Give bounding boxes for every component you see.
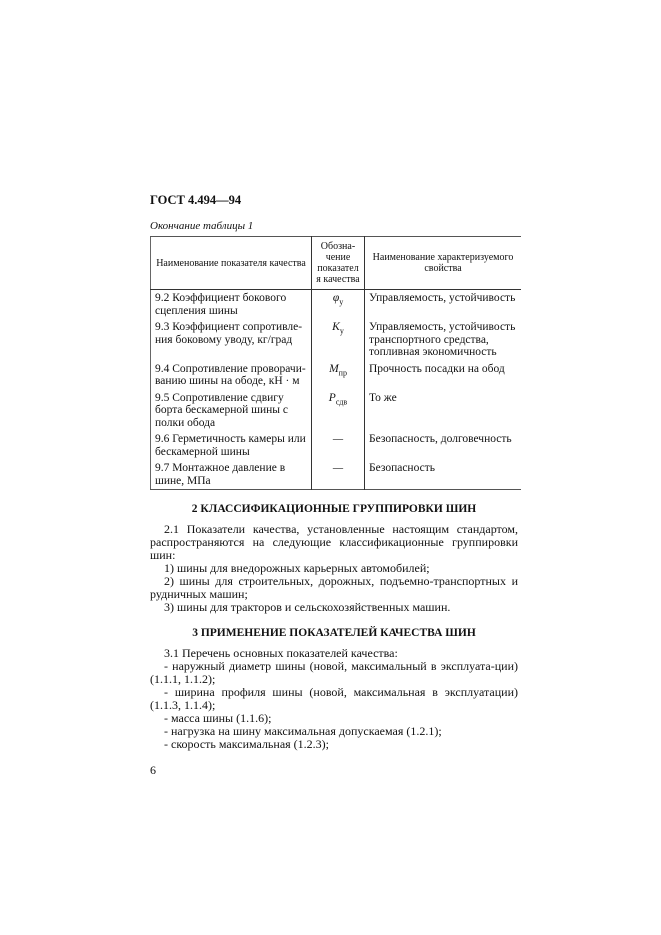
table-caption: Окончание таблицы 1 (150, 220, 254, 232)
row-property: Безопасность, долговечность (369, 433, 512, 445)
row-symbol (312, 390, 365, 432)
table-row (151, 319, 522, 361)
symbol-subscript: сдв (335, 396, 348, 406)
section-3-title: 3 ПРИМЕНЕНИЕ ПОКАЗАТЕЛЕЙ КАЧЕСТВА ШИН (192, 627, 476, 639)
symbol: K (332, 321, 340, 333)
row-symbol (312, 290, 365, 320)
symbol: — (332, 433, 344, 445)
row-name: 9.5 Сопротивление сдвигу борта бескамерной шины с полки обода (155, 391, 288, 429)
row-symbol (312, 319, 365, 361)
table-header-row (151, 237, 522, 290)
table-row (151, 460, 522, 490)
paragraph: 2) шины для строительных, дорожных, подъемно-транспортных и рудничных машин; (150, 574, 518, 601)
row-property: Управляемость, устойчивость (369, 292, 516, 304)
header-name: Наименование показателя качества (151, 237, 312, 290)
row-name: 9.7 Монтажное давление в шине, МПа (155, 462, 286, 487)
table-row (151, 361, 522, 390)
table-row (151, 431, 522, 460)
paragraph: - масса шины (1.1.6); (164, 711, 272, 725)
paragraph: 1) шины для внедорожных карьерных автомобилей; (164, 561, 430, 575)
row-name: 9.4 Сопротивление проворачи-ванию шины на ободе, кН · м (155, 362, 306, 387)
header-symbol: Обозна-чение показателя качества (312, 237, 365, 290)
page-content (150, 0, 518, 817)
paragraph: - скорость максимальная (1.2.3); (164, 737, 329, 751)
row-name: 9.6 Герметичность камеры или бескамерной шины (155, 433, 306, 458)
row-name: 9.2 Коэффициент бокового сцепления шины (155, 292, 287, 317)
row-symbol (312, 460, 365, 490)
symbol: — (332, 462, 344, 474)
symbol: P (328, 391, 336, 404)
row-property: Безопасность (369, 462, 436, 474)
section-2-body (150, 523, 518, 614)
document-header: ГОСТ 4.494—94 (150, 193, 242, 207)
section-3-body (150, 647, 518, 751)
paragraph: - нагрузка на шину максимальная допускаемая (1.2.1); (164, 724, 442, 738)
paragraph: 3) шины для тракторов и сельскохозяйственных машин. (164, 600, 451, 614)
symbol-subscript: у (339, 297, 344, 307)
paragraph: 3.1 Перечень основных показателей качества: (164, 646, 398, 660)
symbol-subscript: пр (338, 367, 347, 377)
paragraph: - ширина профиля шины (новой, максимальная в эксплуатации) (1.1.3, 1.1.4); (150, 685, 518, 712)
symbol: M (329, 362, 339, 375)
row-property: Прочность посадки на обод (369, 362, 505, 375)
quality-table (150, 236, 521, 490)
row-symbol (312, 431, 365, 460)
row-symbol (312, 361, 365, 390)
table-row (151, 390, 522, 432)
paragraph: 2.1 Показатели качества, установленные настоящим стандартом, распространяются на следующие классификационные группировки шин: (150, 522, 518, 562)
row-property: Управляемость, устойчивость транспортного средства, топливная экономичность (369, 321, 516, 358)
row-name: 9.3 Коэффициент сопротивле-ния боковому уводу, кг/град (155, 321, 303, 346)
page-number: 6 (150, 763, 156, 777)
header-property: Наименование характеризуемого свойства (365, 237, 522, 290)
row-property: То же (369, 391, 397, 404)
table-row (151, 290, 522, 320)
paragraph: - наружный диаметр шины (новой, максимальный в эксплуата-ции) (1.1.1, 1.1.2); (150, 659, 518, 686)
section-2-title: 2 КЛАССИФИКАЦИОННЫЕ ГРУППИРОВКИ ШИН (191, 503, 477, 515)
symbol: φ (332, 292, 340, 304)
symbol-subscript: у (339, 326, 344, 336)
